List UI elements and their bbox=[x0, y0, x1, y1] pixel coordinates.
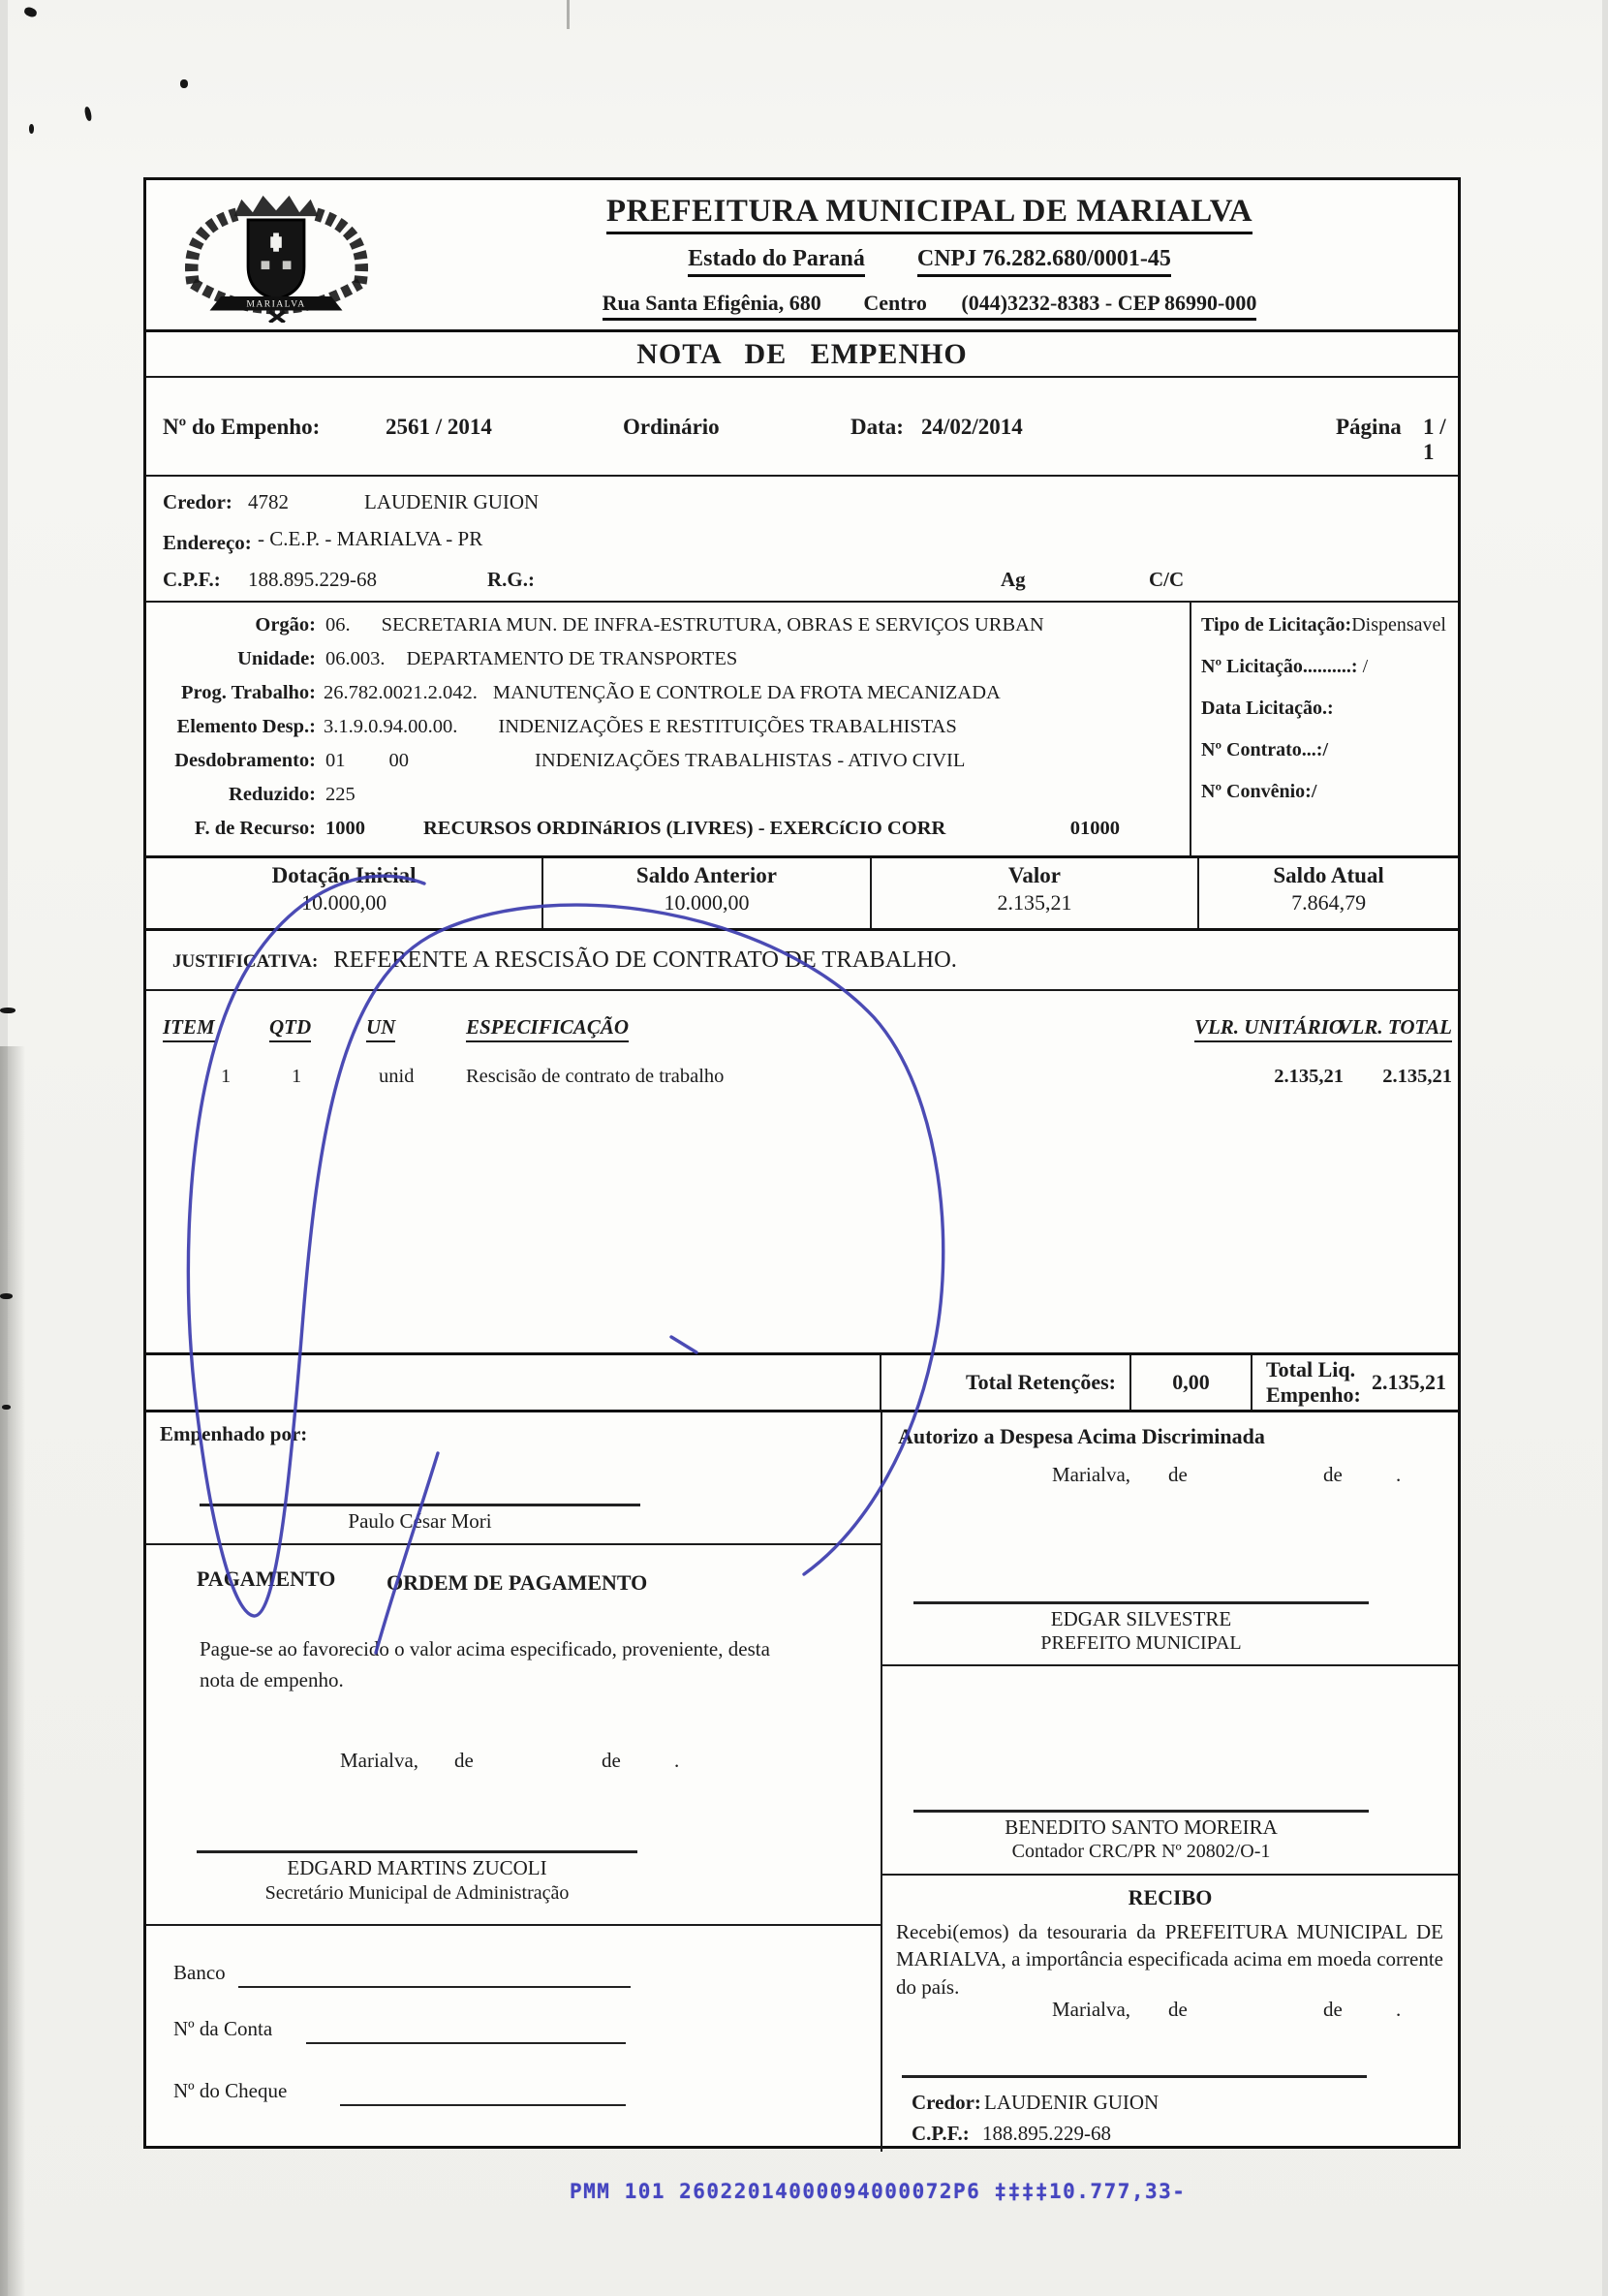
scan-speck bbox=[0, 1008, 15, 1013]
recibo-title: RECIBO bbox=[1128, 1885, 1213, 1909]
budget-row-prog-trabalho: Prog. Trabalho: 26.782.0021.2.042. MANUTENÇÃO E CONTROLE DA FROTA MECANIZADA bbox=[181, 682, 1001, 703]
empenho-type: Ordinário bbox=[623, 415, 720, 439]
ag-label: Ag bbox=[1001, 568, 1026, 591]
recibo-cpf-label: C.P.F.: bbox=[912, 2122, 970, 2145]
document-title: NOTA DE EMPENHO bbox=[636, 338, 968, 370]
logo-banner-text: MARIALVA bbox=[246, 298, 306, 310]
empenho-number-row bbox=[146, 376, 1458, 475]
autorizo-cell: Autorizo a Despesa Acima Discriminada Marialva, de de . EDGAR SILVESTRE PREFEITO MUNICIPAL bbox=[882, 1412, 1458, 1666]
total-retencoes-value: 0,00 bbox=[1129, 1355, 1251, 1410]
creditor-label: Credor: bbox=[163, 490, 232, 513]
contador-signature-line bbox=[913, 1810, 1369, 1813]
col-header-vlr-unitario: VLR. UNITÁRIO bbox=[1194, 1015, 1344, 1042]
org-name-text: PREFEITURA MUNICIPAL DE MARIALVA bbox=[606, 194, 1252, 234]
header-org-name bbox=[413, 194, 1446, 234]
budget-row-unidade: Unidade: 06.003. DEPARTAMENTO DE TRANSPORTES bbox=[237, 648, 738, 669]
balance-valor: Valor 2.135,21 bbox=[870, 858, 1198, 928]
empenhado-cell bbox=[146, 1412, 881, 1545]
page-value: 1 / 1 bbox=[1423, 415, 1446, 464]
budget-row-desdobramento: Desdobramento: 01 00 INDENIZAÇÕES TRABALHISTAS - ATIVO CIVIL bbox=[174, 750, 966, 771]
justification-row bbox=[146, 928, 1458, 989]
phone-cep-text: (044)3232-8383 - CEP 86990-000 bbox=[961, 291, 1257, 315]
balance-dotacao-inicial: Dotação Inicial 10.000,00 bbox=[271, 863, 417, 915]
scan-crease-artifact bbox=[567, 0, 570, 29]
prefeito-title: PREFEITO MUNICIPAL bbox=[1040, 1632, 1242, 1654]
form-header bbox=[146, 180, 1458, 329]
contador-cell bbox=[882, 1666, 1458, 1876]
empenhado-name: Paulo César Mori bbox=[348, 1509, 492, 1533]
signatures-left-column bbox=[146, 1412, 882, 2152]
banco-label: Banco bbox=[173, 1961, 226, 1984]
total-retencoes-label: Total Retenções: bbox=[880, 1355, 1129, 1410]
recibo-cell: RECIBO Recebi(emos) da tesouraria da PREFEITURA MUNICIPAL DE MARIALVA, a importância especificada acima em moeda corrente do país. Marialva, de de . Credor: LAUDENIR GUION C.P.F.: 188.895.229-68 bbox=[882, 1876, 1458, 2152]
prefeito-signature-line bbox=[913, 1601, 1369, 1604]
pagamento-title: PAGAMENTO bbox=[197, 1567, 336, 1591]
address-text: Rua Santa Efigênia, 680 bbox=[602, 291, 821, 315]
budget-section bbox=[146, 601, 1458, 855]
justification-label: JUSTIFICATIVA: bbox=[172, 951, 319, 972]
scan-speck bbox=[2, 1405, 11, 1410]
autorizo-title: Autorizo a Despesa Acima Discriminada bbox=[898, 1424, 1265, 1448]
pague-se-text: Pague-se ao favorecido o valor acima especificado, proveniente, desta nota de empenho. bbox=[200, 1637, 770, 1691]
item-qtd: 1 bbox=[292, 1066, 302, 1087]
budget-row-recurso: F. de Recurso: 1000 RECURSOS ORDINáRIOS (LIVRES) - EXERCíCIO CORR 01000 bbox=[194, 818, 1120, 839]
budget-row-orgao: Orgão: 06. SECRETARIA MUN. DE INFRA-ESTRUTURA, OBRAS E SERVIÇOS URBAN bbox=[255, 614, 1044, 636]
cheque-label: Nº do Cheque bbox=[173, 2079, 288, 2102]
empenho-number-label: Nº do Empenho: bbox=[163, 415, 321, 439]
secretario-signature-line bbox=[197, 1850, 637, 1853]
creditor-section bbox=[146, 475, 1458, 601]
totals-empty-cell bbox=[146, 1355, 880, 1410]
municipality-coat-of-arms-logo bbox=[163, 192, 390, 323]
item-especificacao: Rescisão de contrato de trabalho bbox=[466, 1066, 725, 1087]
totals-row bbox=[146, 1352, 1458, 1412]
licitacao-panel bbox=[1190, 603, 1464, 855]
licitacao-contrato: Nº Contrato...:/ bbox=[1201, 739, 1329, 760]
empenhado-signature-line bbox=[200, 1504, 640, 1506]
balance-saldo-atual: Saldo Atual 7.864,79 bbox=[1197, 858, 1458, 928]
contador-name: BENEDITO SANTO MOREIRA bbox=[1005, 1815, 1278, 1839]
item-number: 1 bbox=[221, 1066, 232, 1087]
scan-speck bbox=[0, 1293, 13, 1299]
empenhado-label: Empenhado por: bbox=[160, 1422, 308, 1445]
item-un: unid bbox=[379, 1066, 415, 1087]
total-liquido-cell bbox=[1251, 1355, 1458, 1410]
licitacao-convenio: Nº Convênio:/ bbox=[1201, 781, 1317, 802]
signatures-section bbox=[146, 1412, 1458, 2152]
recibo-cpf-value: 188.895.229-68 bbox=[982, 2122, 1111, 2145]
pagamento-cell: PAGAMENTO ORDEM DE PAGAMENTO Pague-se ao favorecido o valor acima especificado, proveniente, desta nota de empenho. Marialva, de de . EDGARD MARTINS ZUCOLI Secretário Municipal de Administração bbox=[146, 1545, 881, 1926]
recibo-credor-label: Credor: bbox=[912, 2091, 981, 2114]
date-label: Data: bbox=[850, 415, 904, 439]
items-table bbox=[146, 989, 1458, 1352]
contador-title: Contador CRC/PR Nº 20802/O-1 bbox=[1011, 1841, 1271, 1862]
prefeito-name: EDGAR SILVESTRE bbox=[1050, 1607, 1232, 1630]
signatures-right-column bbox=[882, 1412, 1458, 2152]
budget-row-reduzido: Reduzido: 225 bbox=[229, 784, 356, 805]
cc-label: C/C bbox=[1149, 568, 1185, 591]
scan-speck bbox=[180, 79, 188, 88]
cheque-fill-line bbox=[340, 2104, 626, 2106]
scan-shadow bbox=[0, 1046, 25, 2296]
recibo-credor-value: LAUDENIR GUION bbox=[984, 2091, 1160, 2114]
total-liquido-value: 2.135,21 bbox=[1372, 1370, 1446, 1394]
date-value: 24/02/2014 bbox=[921, 415, 1023, 439]
scan-speck bbox=[29, 124, 34, 134]
conta-fill-line bbox=[306, 2042, 626, 2044]
justification-text: REFERENTE A RESCISÃO DE CONTRATO DE TRABALHO. bbox=[333, 946, 957, 973]
balance-saldo-anterior: Saldo Anterior 10.000,00 bbox=[541, 858, 870, 928]
cpf-label: C.P.F.: bbox=[163, 568, 221, 591]
licitacao-tipo: Tipo de Licitação:Dispensavel bbox=[1201, 614, 1446, 636]
banco-fill-line bbox=[238, 1986, 631, 1988]
cpf-value: 188.895.229-68 bbox=[248, 568, 377, 591]
district-text: Centro bbox=[863, 291, 927, 315]
col-header-item: ITEM bbox=[163, 1015, 215, 1042]
recibo-text: Recebi(emos) da tesouraria da PREFEITURA MUNICIPAL DE MARIALVA, a importância especificada acima em moeda corrente do país. bbox=[896, 1920, 1443, 1999]
licitacao-data: Data Licitação.: bbox=[1201, 698, 1334, 719]
dot-matrix-validation-print: PMM 101 26022014000094000072P6 ‡‡‡‡10.777,33- bbox=[570, 2180, 1187, 2203]
conta-label: Nº da Conta bbox=[173, 2017, 273, 2040]
licitacao-numero: Nº Licitação..........: / bbox=[1201, 656, 1369, 677]
col-header-vlr-total: VLR. TOTAL bbox=[1339, 1015, 1452, 1042]
state-text: Estado do Paraná bbox=[688, 246, 865, 277]
budget-rows bbox=[146, 603, 1190, 855]
empenho-form bbox=[143, 177, 1461, 2149]
col-header-especificacao: ESPECIFICAÇÃO bbox=[466, 1015, 629, 1042]
address-value: - C.E.P. - MARIALVA - PR bbox=[258, 527, 483, 550]
recibo-signature-line bbox=[902, 2075, 1367, 2078]
creditor-name: LAUDENIR GUION bbox=[364, 490, 540, 513]
rg-label: R.G.: bbox=[487, 568, 535, 591]
col-header-qtd: QTD bbox=[269, 1015, 311, 1042]
item-vlr-unitario: 2.135,21 bbox=[1274, 1066, 1344, 1087]
cnpj-text: CNPJ 76.282.680/0001-45 bbox=[917, 246, 1171, 277]
title-bar bbox=[146, 329, 1458, 376]
header-address-line bbox=[413, 291, 1446, 321]
secretario-name: EDGARD MARTINS ZUCOLI bbox=[287, 1856, 547, 1879]
bank-cell bbox=[146, 1926, 881, 2152]
col-header-un: UN bbox=[366, 1015, 395, 1042]
secretario-title: Secretário Municipal de Administração bbox=[264, 1882, 570, 1904]
budget-row-elemento: Elemento Desp.: 3.1.9.0.94.00.00. INDENIZAÇÕES E RESTITUIÇÕES TRABALHISTAS bbox=[176, 716, 957, 737]
creditor-code: 4782 bbox=[248, 490, 289, 513]
ordem-pagamento-title: ORDEM DE PAGAMENTO bbox=[387, 1570, 648, 1595]
balance-row bbox=[146, 855, 1458, 928]
item-vlr-total: 2.135,21 bbox=[1382, 1066, 1452, 1087]
page-label: Página bbox=[1336, 415, 1402, 439]
address-label: Endereço: bbox=[163, 531, 252, 554]
header-state-cnpj bbox=[413, 246, 1446, 277]
empenho-number-value: 2561 / 2014 bbox=[386, 415, 492, 439]
total-liquido-label: Total Liq. Empenho: bbox=[1266, 1357, 1361, 1407]
